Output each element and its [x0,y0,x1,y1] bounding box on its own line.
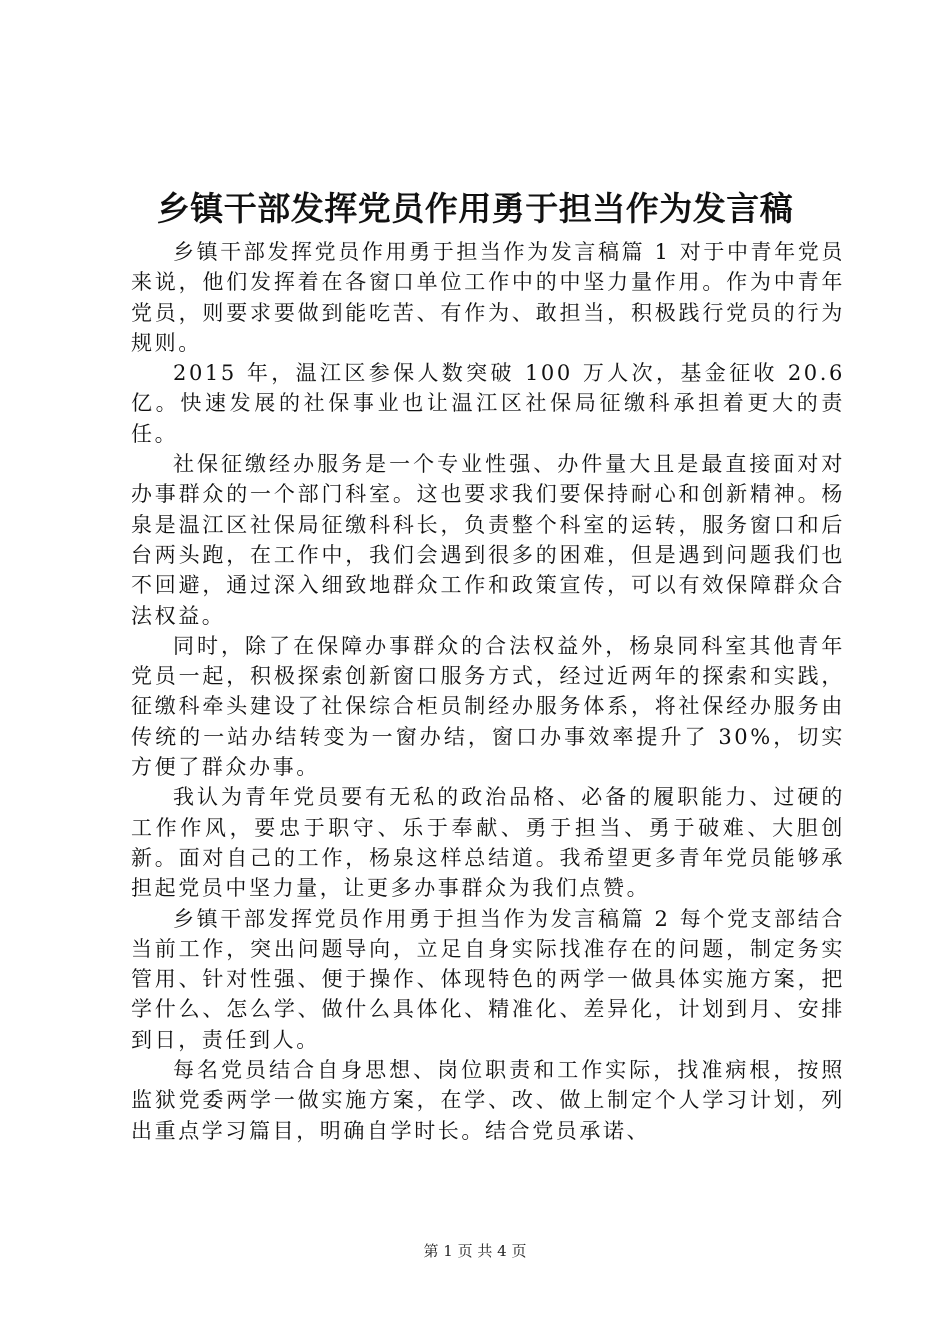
paragraph-7: 每名党员结合自身思想、岗位职责和工作实际，找准病根，按照监狱党委两学一做实施方案，在学、改、做上制定个人学习计划，列出重点学习篇目，明确自学时长。结合党员承诺、 [131,1058,845,1143]
page-number-footer: 第 1 页 共 4 页 [423,1242,527,1260]
paragraph-1: 乡镇干部发挥党员作用勇于担当作为发言稿篇 1 对于中青年党员来说，他们发挥着在各窗口单位工作中的中坚力量作用。作为中青年党员，则要求要做到能吃苦、有作为、敢担当，积极践行党员的行为规则。 [131,240,845,355]
paragraph-3: 社保征缴经办服务是一个专业性强、办件量大且是最直接面对对办事群众的一个部门科室。这也要求我们要保持耐心和创新精神。杨泉是温江区社保局征缴科科长，负责整个科室的运转，服务窗口和后台两头跑，在工作中，我们会遇到很多的困难，但是遇到问题我们也不回避，通过深入细致地群众工作和政策宣传，可以有效保障群众合法权益。 [131,452,845,628]
paragraph-4: 同时，除了在保障办事群众的合法权益外，杨泉同科室其他青年党员一起，积极探索创新窗口服务方式，经过近两年的探索和实践，征缴科牵头建设了社保综合柜员制经办服务体系，将社保经办服务由传统的一站办结转变为一窗办结，窗口办事效率提升了 30%，切实方便了群众办事。 [131,633,845,780]
document-body [131,237,845,1146]
paragraph-5: 我认为青年党员要有无私的政治品格、必备的履职能力、过硬的工作作风，要忠于职守、乐于奉献、勇于担当、勇于破难、大胆创新。面对自己的工作，杨泉这样总结道。我希望更多青年党员能够承担起党员中坚力量，让更多办事群众为我们点赞。 [131,785,845,901]
paragraph-2: 2015 年，温江区参保人数突破 100 万人次，基金征收 20.6 亿。快速发展的社保事业也让温江区社保局征缴科承担着更大的责任。 [131,361,845,446]
document-title: 乡镇干部发挥党员作用勇于担当作为发言稿 [156,189,794,228]
paragraph-6: 乡镇干部发挥党员作用勇于担当作为发言稿篇 2 每个党支部结合当前工作，突出问题导向，立足自身实际找准存在的问题，制定务实管用、针对性强、便于操作、体现特色的两学一做具体实施方案，把学什么、怎么学、做什么具体化、精准化、差异化，计划到月、安排到日，责任到人。 [131,906,845,1052]
